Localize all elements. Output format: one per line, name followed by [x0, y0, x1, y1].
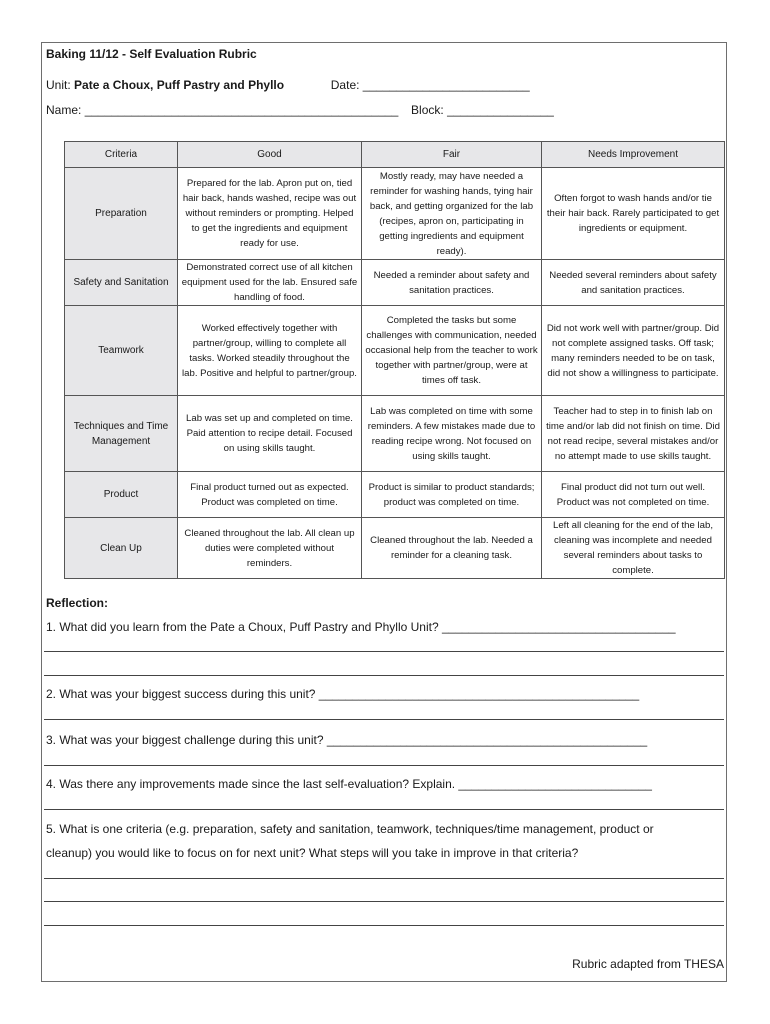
criteria-cell: Product	[65, 472, 178, 518]
fair-cell: Product is similar to product standards; product was completed on time.	[362, 472, 542, 518]
name-label: Name:	[46, 103, 82, 117]
good-cell: Final product turned out as expected. Product was completed on time.	[178, 472, 362, 518]
needs-cell: Teacher had to step in to finish lab on time and/or lab did not finish on time. Did not read recipe, several mistakes and/or no attempt made to use skills taught.	[542, 396, 725, 472]
needs-cell: Needed several reminders about safety and sanitation practices.	[542, 260, 725, 306]
document-title: Baking 11/12 - Self Evaluation Rubric	[46, 47, 257, 61]
fair-cell: Lab was completed on time with some reminders. A few mistakes made due to reading recipe wrong. Not focused on using skills taught.	[362, 396, 542, 472]
question-5-line-2: cleanup) you would like to focus on for next unit? What steps will you take in improve in that criteria?	[46, 846, 579, 860]
table-row	[65, 306, 725, 396]
answer-line[interactable]	[44, 809, 724, 810]
fair-cell: Needed a reminder about safety and sanitation practices.	[362, 260, 542, 306]
answer-line[interactable]	[44, 878, 724, 879]
header-good: Good	[178, 142, 362, 168]
table-row	[65, 518, 725, 579]
good-cell: Prepared for the lab. Apron put on, tied hair back, hands washed, recipe was out without reminders or prompting. Helped to get the ingredients and equipment ready for use.	[178, 168, 362, 260]
table-row	[65, 168, 725, 260]
question-1: 1. What did you learn from the Pate a Choux, Puff Pastry and Phyllo Unit? ___________________________________	[46, 620, 676, 634]
good-cell: Worked effectively together with partner/group, willing to complete all tasks. Worked steadily throughout the lab. Positive and helpful to partner/group.	[178, 306, 362, 396]
unit-value: Pate a Choux, Puff Pastry and Phyllo	[74, 78, 285, 92]
criteria-cell: Safety and Sanitation	[65, 260, 178, 306]
criteria-cell: Clean Up	[65, 518, 178, 579]
unit-line	[46, 78, 530, 92]
block-label: Block:	[411, 103, 444, 117]
question-5-line-1: 5. What is one criteria (e.g. preparation, safety and sanitation, teamwork, techniques/time management, product or	[46, 822, 654, 836]
fair-cell: Completed the tasks but some challenges with communication, needed occasional help from the teacher to work together with partner/group, were at times off task.	[362, 306, 542, 396]
answer-line[interactable]	[44, 765, 724, 766]
rubric-table	[64, 141, 725, 579]
header-needs-improvement: Needs Improvement	[542, 142, 725, 168]
header-fair: Fair	[362, 142, 542, 168]
question-4: 4. Was there any improvements made since the last self-evaluation? Explain. _____________________________	[46, 777, 652, 791]
name-field[interactable]: _______________________________________________	[84, 103, 399, 117]
unit-label: Unit:	[46, 78, 71, 92]
needs-cell: Often forgot to wash hands and/or tie their hair back. Rarely participated to get ingredients or equipment.	[542, 168, 725, 260]
good-cell: Cleaned throughout the lab. All clean up duties were completed without reminders.	[178, 518, 362, 579]
table-header-row	[65, 142, 725, 168]
needs-cell: Did not work well with partner/group. Did not complete assigned tasks. Off task; many reminders needed to be on task, did not show a willingness to participate.	[542, 306, 725, 396]
block-field[interactable]: ________________	[447, 103, 554, 117]
answer-line[interactable]	[44, 925, 724, 926]
table-row	[65, 260, 725, 306]
criteria-cell: Preparation	[65, 168, 178, 260]
question-2: 2. What was your biggest success during this unit? ________________________________________________	[46, 687, 640, 701]
criteria-cell: Teamwork	[65, 306, 178, 396]
needs-cell: Left all cleaning for the end of the lab, cleaning was incomplete and needed several reminders about tasks to complete.	[542, 518, 725, 579]
name-line	[46, 103, 554, 117]
footer-credit: Rubric adapted from THESA	[572, 957, 724, 971]
answer-line[interactable]	[44, 651, 724, 652]
criteria-cell: Techniques and Time Management	[65, 396, 178, 472]
date-field[interactable]: _________________________	[362, 78, 530, 92]
date-label: Date:	[330, 78, 360, 92]
header-criteria: Criteria	[65, 142, 178, 168]
question-3: 3. What was your biggest challenge during this unit? ________________________________________________	[46, 733, 648, 747]
needs-cell: Final product did not turn out well. Product was not completed on time.	[542, 472, 725, 518]
fair-cell: Mostly ready, may have needed a reminder for washing hands, tying hair back, and getting organized for the lab (recipes, apron on, participating in getting ingredients and equipment ready).	[362, 168, 542, 260]
answer-line[interactable]	[44, 901, 724, 902]
good-cell: Demonstrated correct use of all kitchen equipment used for the lab. Ensured safe handling of food.	[178, 260, 362, 306]
fair-cell: Cleaned throughout the lab. Needed a reminder for a cleaning task.	[362, 518, 542, 579]
table-row	[65, 396, 725, 472]
answer-line[interactable]	[44, 719, 724, 720]
table-row	[65, 472, 725, 518]
reflection-heading: Reflection:	[46, 596, 109, 610]
good-cell: Lab was set up and completed on time. Paid attention to recipe detail. Focused on using skills taught.	[178, 396, 362, 472]
answer-line[interactable]	[44, 675, 724, 676]
